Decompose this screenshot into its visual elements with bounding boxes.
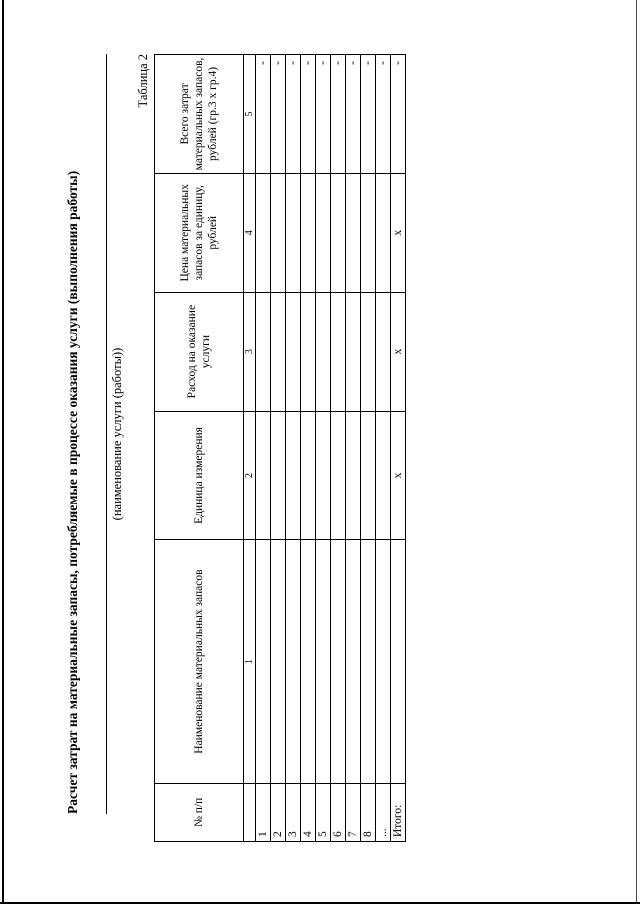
total-price-cell: х (391, 173, 406, 292)
header-total-cost: Всего затрат материальных запасов, рублей (гр.3 х гр.4) (155, 55, 244, 174)
total-cost-cell: - (286, 55, 301, 174)
consumption-cell (331, 292, 346, 411)
unit-cell (331, 411, 346, 540)
unit-cell (346, 411, 361, 540)
price-cell (316, 173, 331, 292)
total-cost-cell: - (256, 55, 271, 174)
total-cost-cell: - (376, 55, 391, 174)
unit-cell (361, 411, 376, 540)
price-cell (346, 173, 361, 292)
consumption-cell (316, 292, 331, 411)
header-unit: Единица измерения (155, 411, 244, 540)
row-number: 5 (316, 783, 331, 841)
table-row (286, 55, 301, 842)
price-cell (271, 173, 286, 292)
total-cost-cell: - (346, 55, 361, 174)
table-row (271, 55, 286, 842)
price-cell (286, 173, 301, 292)
unit-cell (271, 411, 286, 540)
price-cell (361, 173, 376, 292)
material-name-cell (331, 540, 346, 783)
consumption-cell (361, 292, 376, 411)
total-cost-cell: - (361, 55, 376, 174)
material-name-cell (271, 540, 286, 783)
table-row (376, 55, 391, 842)
service-name-caption: (наименование услуги (работы)) (110, 347, 124, 521)
material-name-cell (286, 540, 301, 783)
unit-cell (316, 411, 331, 540)
material-name-cell (376, 540, 391, 783)
column-number: 3 (244, 292, 256, 411)
column-number: 2 (244, 411, 256, 540)
total-unit-cell: х (391, 411, 406, 540)
total-row (391, 55, 406, 842)
column-number-row (244, 55, 256, 842)
table-row (301, 55, 316, 842)
row-number: 4 (301, 783, 316, 841)
column-number: 4 (244, 173, 256, 292)
table-row (346, 55, 361, 842)
column-number: 5 (244, 55, 256, 174)
table-label: Таблица 2 (136, 54, 150, 108)
price-cell (256, 173, 271, 292)
materials-cost-table (154, 54, 406, 842)
header-material-name: Наименование материальных запасов (155, 540, 244, 783)
row-number: 3 (286, 783, 301, 841)
table-row (256, 55, 271, 842)
material-name-cell (316, 540, 331, 783)
document-title: Расчет затрат на материальные запасы, потребляемые в процессе оказания услуги (выполнения работы) (65, 170, 80, 814)
total-cost-cell: - (316, 55, 331, 174)
service-name-line (106, 54, 107, 814)
consumption-cell (271, 292, 286, 411)
row-number: 7 (346, 783, 361, 841)
material-name-cell (361, 540, 376, 783)
total-cost-cell: - (271, 55, 286, 174)
row-number: 2 (271, 783, 286, 841)
total-cost-cell: - (331, 55, 346, 174)
consumption-cell (256, 292, 271, 411)
material-name-cell (256, 540, 271, 783)
consumption-cell (301, 292, 316, 411)
column-number (244, 783, 256, 841)
unit-cell (376, 411, 391, 540)
material-name-cell (346, 540, 361, 783)
row-number: 6 (331, 783, 346, 841)
total-consumption-cell: х (391, 292, 406, 411)
consumption-cell (376, 292, 391, 411)
header-unit-price: Цена материальных запасов за единицу, рублей (155, 173, 244, 292)
table-row (316, 55, 331, 842)
consumption-cell (346, 292, 361, 411)
table-header-row (155, 55, 244, 842)
unit-cell (256, 411, 271, 540)
row-number: ... (376, 783, 391, 841)
price-cell (331, 173, 346, 292)
column-number: 1 (244, 540, 256, 783)
row-number: 8 (361, 783, 376, 841)
table-row (331, 55, 346, 842)
price-cell (301, 173, 316, 292)
total-sum-cell: - (391, 55, 406, 174)
total-material-name-cell (391, 540, 406, 783)
price-cell (376, 173, 391, 292)
material-name-cell (301, 540, 316, 783)
header-consumption: Расход на оказание услуги (155, 292, 244, 411)
unit-cell (301, 411, 316, 540)
total-label: Итого: (391, 783, 406, 841)
table-row (361, 55, 376, 842)
row-number: 1 (256, 783, 271, 841)
consumption-cell (286, 292, 301, 411)
header-row-number: № п/п (155, 783, 244, 841)
unit-cell (286, 411, 301, 540)
total-cost-cell: - (301, 55, 316, 174)
